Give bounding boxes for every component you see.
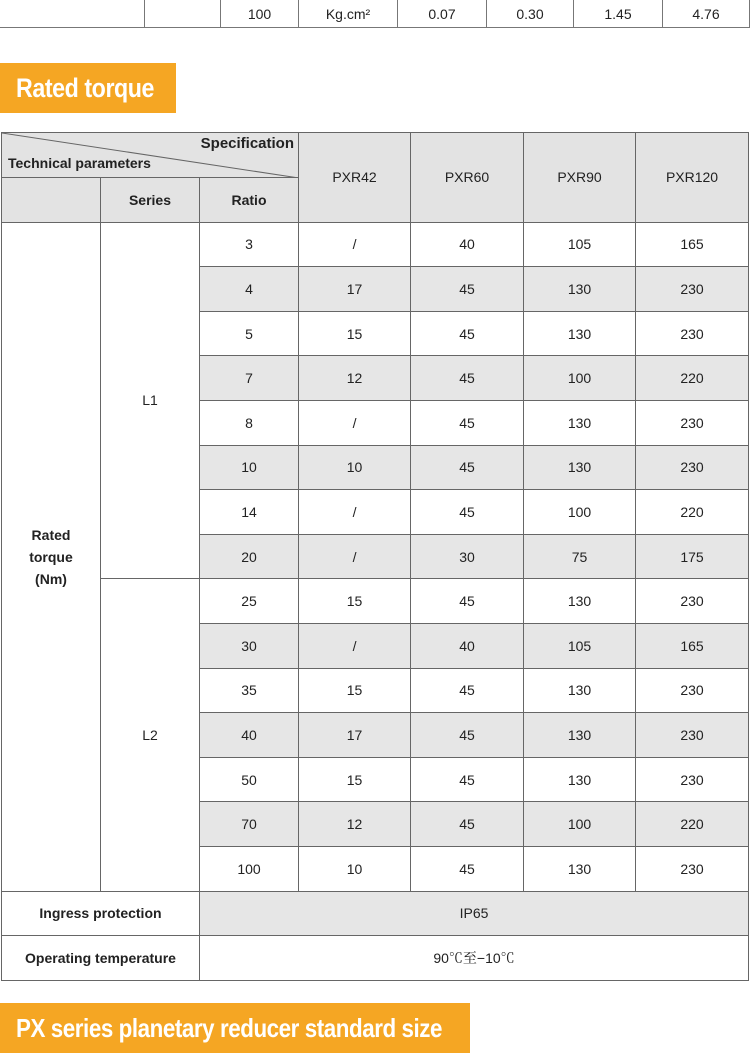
ratio-cell: 20 [200, 534, 299, 579]
torque-cell: 100 [524, 802, 636, 847]
torque-cell: 165 [636, 623, 749, 668]
torque-cell: 45 [411, 490, 524, 535]
ratio-header: Ratio [200, 178, 299, 223]
specification-label: Specification [200, 135, 295, 152]
model-header: PXR120 [636, 133, 749, 223]
torque-cell: 230 [636, 757, 749, 802]
standard-size-banner [0, 1003, 470, 1053]
torque-cell: 230 [636, 311, 749, 356]
rated-torque-label-line: (Nm) [35, 570, 67, 587]
torque-cell: / [299, 623, 411, 668]
torque-cell: 230 [636, 668, 749, 713]
ratio-cell: 100 [200, 846, 299, 891]
torque-cell: 45 [411, 356, 524, 401]
ratio-cell: 8 [200, 400, 299, 445]
torque-cell: 45 [411, 846, 524, 891]
torque-cell: 105 [524, 222, 636, 267]
torque-cell: 130 [524, 579, 636, 624]
torque-cell: / [299, 534, 411, 579]
torque-cell: 230 [636, 846, 749, 891]
technical-parameters-label: Technical parameters [8, 155, 151, 171]
torque-cell: 40 [411, 623, 524, 668]
torque-cell: 45 [411, 757, 524, 802]
torque-cell: 45 [411, 311, 524, 356]
ratio-cell: 4 [200, 267, 299, 312]
torque-cell: 45 [411, 802, 524, 847]
torque-cell: 130 [524, 668, 636, 713]
torque-cell: 45 [411, 668, 524, 713]
torque-cell: 12 [299, 356, 411, 401]
torque-cell: 220 [636, 802, 749, 847]
torque-cell: / [299, 490, 411, 535]
ratio-cell: 40 [200, 713, 299, 758]
torque-cell: 130 [524, 267, 636, 312]
torque-cell: 10 [299, 846, 411, 891]
torque-cell: 230 [636, 579, 749, 624]
torque-cell: 45 [411, 400, 524, 445]
table-row [2, 579, 749, 624]
rated-torque-label [2, 222, 101, 891]
torque-cell: 15 [299, 579, 411, 624]
torque-cell: 15 [299, 757, 411, 802]
ratio-cell: 25 [200, 579, 299, 624]
rated-torque-label-line: Rated [31, 526, 71, 543]
ratio-cell: 5 [200, 311, 299, 356]
rated-torque-banner [0, 63, 176, 113]
operating-temperature-value: 90℃至−10℃ [200, 936, 749, 981]
ingress-protection-label: Ingress protection [2, 891, 200, 936]
torque-cell: 10 [299, 445, 411, 490]
torque-cell: 130 [524, 757, 636, 802]
blank-header [2, 178, 101, 223]
torque-cell: 130 [524, 445, 636, 490]
torque-cell: 45 [411, 267, 524, 312]
top-cell [0, 0, 145, 28]
torque-cell: 175 [636, 534, 749, 579]
diagonal-header [2, 133, 299, 178]
torque-cell: 30 [411, 534, 524, 579]
ratio-cell: 14 [200, 490, 299, 535]
top-cell: Kg.cm² [299, 0, 398, 28]
torque-cell: 130 [524, 713, 636, 758]
top-cell: 0.07 [398, 0, 487, 28]
top-cell: 100 [221, 0, 299, 28]
ratio-cell: 7 [200, 356, 299, 401]
model-header: PXR60 [411, 133, 524, 223]
top-cell: 1.45 [574, 0, 663, 28]
torque-cell: 45 [411, 713, 524, 758]
torque-cell: 15 [299, 668, 411, 713]
torque-cell: 17 [299, 267, 411, 312]
torque-cell: 220 [636, 490, 749, 535]
series-label: L2 [101, 579, 200, 891]
top-cell: 0.30 [487, 0, 574, 28]
ratio-cell: 35 [200, 668, 299, 713]
series-label: L1 [101, 222, 200, 579]
torque-cell: 230 [636, 400, 749, 445]
torque-cell: 130 [524, 311, 636, 356]
torque-cell: 15 [299, 311, 411, 356]
table-row [2, 222, 749, 267]
series-header: Series [101, 178, 200, 223]
model-header: PXR90 [524, 133, 636, 223]
torque-cell: / [299, 400, 411, 445]
torque-cell: / [299, 222, 411, 267]
ratio-cell: 50 [200, 757, 299, 802]
top-cell [145, 0, 221, 28]
ratio-cell: 70 [200, 802, 299, 847]
rated-torque-label-line: torque [29, 548, 73, 565]
torque-cell: 40 [411, 222, 524, 267]
ratio-cell: 30 [200, 623, 299, 668]
torque-cell: 230 [636, 445, 749, 490]
top-cell: 4.76 [663, 0, 750, 28]
standard-size-title: PX series planetary reducer standard size [16, 1012, 443, 1043]
torque-cell: 130 [524, 400, 636, 445]
torque-cell: 105 [524, 623, 636, 668]
torque-cell: 45 [411, 579, 524, 624]
torque-cell: 100 [524, 356, 636, 401]
rated-torque-table [1, 132, 749, 981]
torque-cell: 230 [636, 267, 749, 312]
torque-cell: 17 [299, 713, 411, 758]
torque-cell: 75 [524, 534, 636, 579]
model-header: PXR42 [299, 133, 411, 223]
torque-cell: 220 [636, 356, 749, 401]
rated-torque-title: Rated torque [16, 72, 155, 103]
previous-table-row [0, 0, 750, 28]
torque-cell: 165 [636, 222, 749, 267]
torque-cell: 100 [524, 490, 636, 535]
torque-cell: 230 [636, 713, 749, 758]
torque-cell: 130 [524, 846, 636, 891]
torque-cell: 45 [411, 445, 524, 490]
ratio-cell: 3 [200, 222, 299, 267]
operating-temperature-label: Operating temperature [2, 936, 200, 981]
torque-cell: 12 [299, 802, 411, 847]
ratio-cell: 10 [200, 445, 299, 490]
ingress-protection-value: IP65 [200, 891, 749, 936]
